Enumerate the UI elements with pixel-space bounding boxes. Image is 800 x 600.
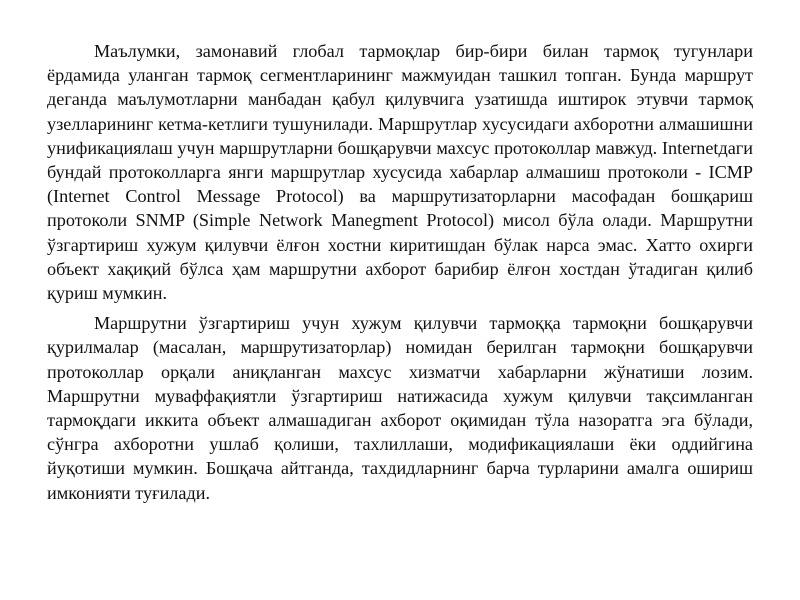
paragraph-2: Маршрутни ўзгартириш учун хужум қилувчи тармоққа тармоқни бошқарувчи қурилмалар (масалан, маршрутизаторлар) номидан берилган тармоқни бошқарувчи протоколлар орқали аниқланган махсус хизматчи хабарларни жўнатиши лозим. Маршрутни муваффақиятли ўзгартириш натижасида хужум қилувчи тақсимланган тармоқдаги иккита объект алмашадиган ахборот оқимидан тўла назоратга эга бўлади, сўнгра ахборотни ушлаб қолиши, тахлиллаши, модификациялаши ёки оддийгина йуқотиши мумкин. Бошқача айтганда, тахдидларнинг барча турларини амалга ошириш имконияти туғилади.	[47, 313, 753, 503]
paragraph-1: Маълумки, замонавий глобал тармоқлар бир-бири билан тармоқ тугунлари ёрдамида уланган тармоқ сегментларининг мажмуидан ташкил топган. Бунда маршрут деганда маълумотларни манбадан қабул қилувчига узатишда иштирок этувчи тармоқ узелларининг кетма-кетлиги тушунилади. Маршрутлар хусусидаги ахборотни алмашишни унификациялаш учун маршрутларни бошқарувчи махсус протоколлар мавжуд. Internetдаги бундай протоколларга янги маршрутлар хусусида хабарлар алмашиш протоколи - ICMP (Internet Control Message Protocol) ва маршрутизаторларни масофадан бошқариш протоколи SNMP (Simple Network Manegment Protocol) мисол бўла олади. Маршрутни ўзгартириш хужум қилувчи ёлғон хостни киритишдан бўлак нарса эмас. Хатто охирги объект хақиқий бўлса ҳам маршрутни ахборот барибир ёлғон хостдан ўтадиган қилиб қуриш мумкин.	[47, 41, 753, 304]
document-page	[47, 39, 753, 511]
